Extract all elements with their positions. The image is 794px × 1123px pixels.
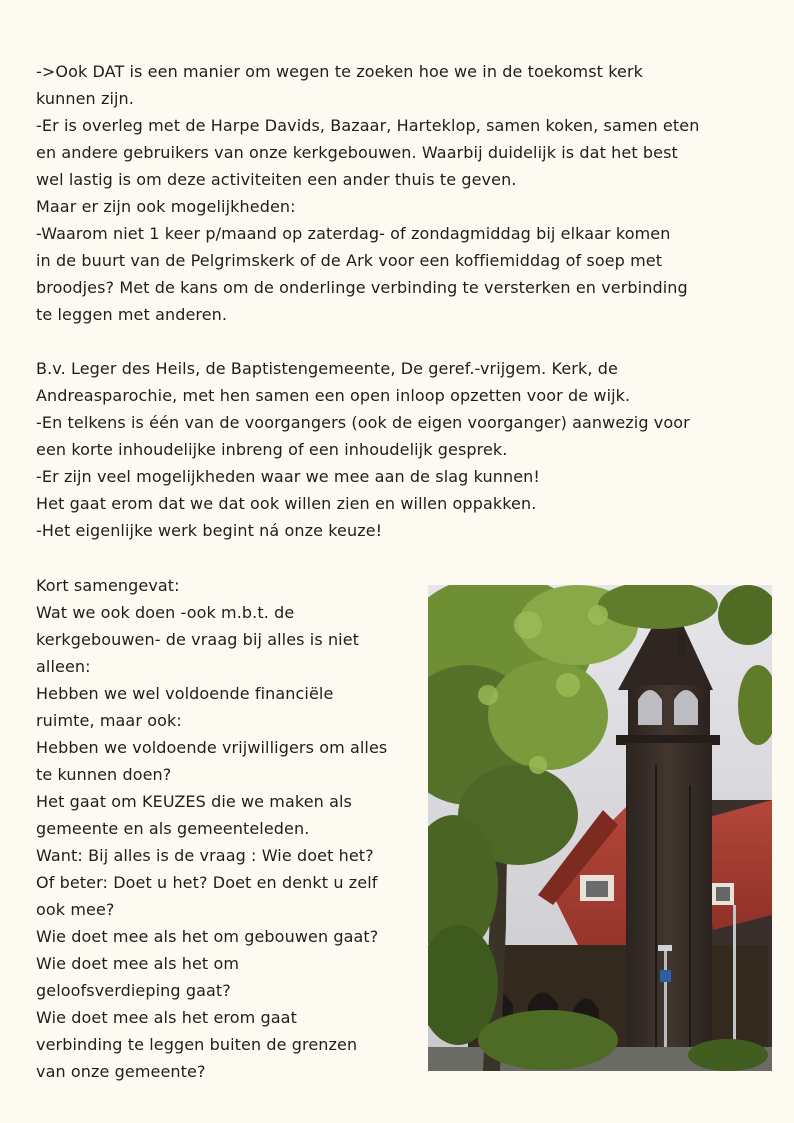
- text-line: Wie doet mee als het om: [36, 954, 240, 973]
- text-line: B.v. Leger des Heils, de Baptistengemeente, De geref.-vrijgem. Kerk, de: [36, 359, 618, 378]
- text-line: alleen:: [36, 657, 91, 676]
- text-line: Wie doet mee als het om gebouwen gaat?: [36, 927, 379, 946]
- text-line: Wat we ook doen -ook m.b.t. de: [36, 603, 295, 622]
- body-text-top: [36, 58, 760, 544]
- church-tower-photo: [428, 585, 772, 1071]
- text-line: Wie doet mee als het erom gaat: [36, 1008, 297, 1027]
- text-line: in de buurt van de Pelgrimskerk of de Ark voor een koffiemiddag of soep met: [36, 251, 663, 270]
- text-line: Of beter: Doet u het? Doet en denkt u zelf: [36, 873, 378, 892]
- text-line: een korte inhoudelijke inbreng of een inhoudelijk gesprek.: [36, 440, 508, 459]
- text-line: en andere gebruikers van onze kerkgebouwen. Waarbij duidelijk is dat het best: [36, 143, 678, 162]
- text-line: -Het eigenlijke werk begint ná onze keuze!: [36, 521, 383, 540]
- text-line: -Er zijn veel mogelijkheden waar we mee aan de slag kunnen!: [36, 467, 540, 486]
- text-line: broodjes? Met de kans om de onderlinge verbinding te versterken en verbinding: [36, 278, 688, 297]
- text-line: kunnen zijn.: [36, 89, 134, 108]
- text-line: -Waarom niet 1 keer p/maand op zaterdag- of zondagmiddag bij elkaar komen: [36, 224, 671, 243]
- text-line: Het gaat om KEUZES die we maken als: [36, 792, 352, 811]
- text-line: ruimte, maar ook:: [36, 711, 182, 730]
- summary-text: [36, 572, 421, 1085]
- text-line: wel lastig is om deze activiteiten een ander thuis te geven.: [36, 170, 517, 189]
- text-line: geloofsverdieping gaat?: [36, 981, 231, 1000]
- text-line: gemeente en als gemeenteleden.: [36, 819, 310, 838]
- text-line: verbinding te leggen buiten de grenzen: [36, 1035, 358, 1054]
- text-line: van onze gemeente?: [36, 1062, 206, 1081]
- text-line: Maar er zijn ook mogelijkheden:: [36, 197, 296, 216]
- text-line: Want: Bij alles is de vraag : Wie doet het?: [36, 846, 374, 865]
- summary-heading: Kort samengevat:: [36, 576, 180, 595]
- text-line: kerkgebouwen- de vraag bij alles is niet: [36, 630, 360, 649]
- text-line: ->Ook DAT is een manier om wegen te zoeken hoe we in de toekomst kerk: [36, 62, 643, 81]
- text-line: Hebben we wel voldoende financiële: [36, 684, 334, 703]
- text-line: -Er is overleg met de Harpe Davids, Bazaar, Harteklop, samen koken, samen eten: [36, 116, 700, 135]
- text-line: te kunnen doen?: [36, 765, 172, 784]
- text-line: te leggen met anderen.: [36, 305, 228, 324]
- paragraph-gap: [36, 328, 760, 355]
- text-line: -En telkens is één van de voorgangers (ook de eigen voorganger) aanwezig voor: [36, 413, 690, 432]
- text-line: Andreasparochie, met hen samen een open inloop opzetten voor de wijk.: [36, 386, 631, 405]
- text-line: Hebben we voldoende vrijwilligers om alles: [36, 738, 388, 757]
- text-line: Het gaat erom dat we dat ook willen zien en willen oppakken.: [36, 494, 537, 513]
- text-line: ook mee?: [36, 900, 115, 919]
